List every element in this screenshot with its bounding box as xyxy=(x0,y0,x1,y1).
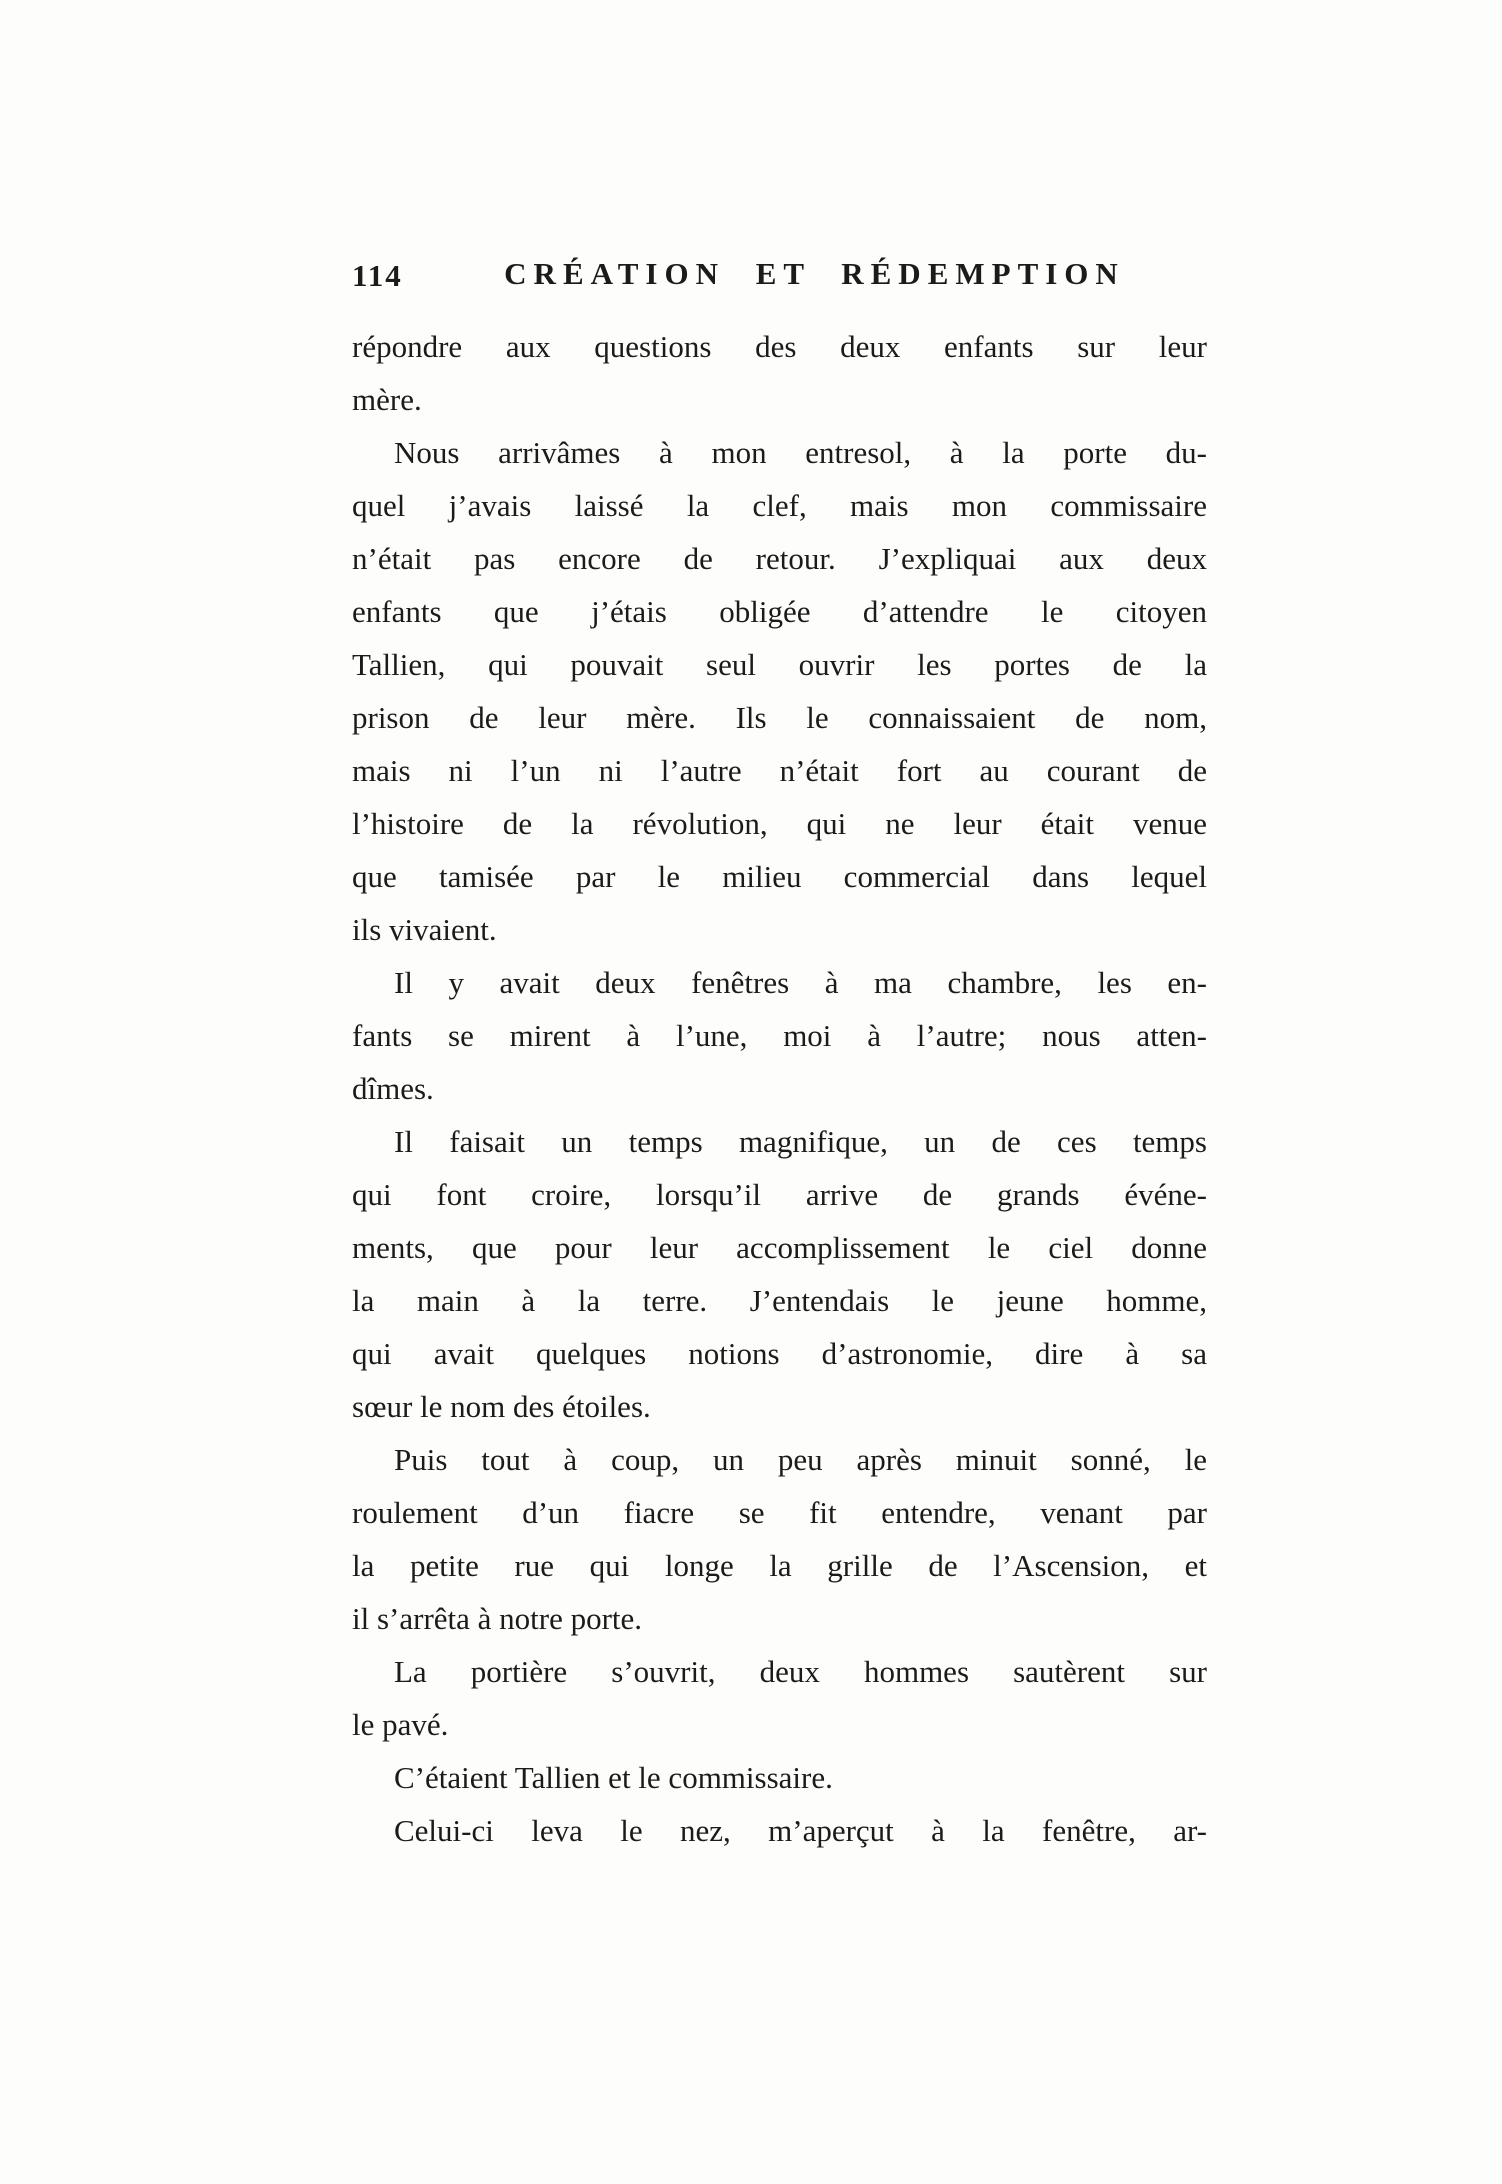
text-line: Il y avait deux fenêtres à ma chambre, les en- xyxy=(394,965,1207,1000)
text-line: la petite rue qui longe la grille de l’Ascension, et xyxy=(352,1548,1207,1583)
text-line: que tamisée par le milieu commercial dans lequel xyxy=(352,859,1207,894)
paragraph xyxy=(352,1433,1207,1645)
text-line: Puis tout à coup, un peu après minuit sonné, le xyxy=(394,1442,1207,1477)
paragraph xyxy=(352,1804,1207,1857)
paragraph xyxy=(352,1115,1207,1433)
text-line: fants se mirent à l’une, moi à l’autre; nous atten- xyxy=(352,1018,1207,1053)
text-line: répondre aux questions des deux enfants sur leur xyxy=(352,329,1207,364)
text-line: Nous arrivâmes à mon entresol, à la porte du- xyxy=(394,435,1207,470)
text-line: prison de leur mère. Ils le connaissaient de nom, xyxy=(352,700,1207,735)
text-block xyxy=(352,320,1207,1857)
text-line: dîmes. xyxy=(352,1071,434,1106)
running-title: CRÉATION ET RÉDEMPTION xyxy=(504,256,1125,291)
paragraph xyxy=(352,1645,1207,1751)
text-line: Celui-ci leva le nez, m’aperçut à la fenêtre, ar- xyxy=(394,1813,1207,1848)
text-line: n’était pas encore de retour. J’expliquai aux deux xyxy=(352,541,1207,576)
text-line: C’étaient Tallien et le commissaire. xyxy=(394,1760,833,1795)
text-line: roulement d’un fiacre se fit entendre, venant par xyxy=(352,1495,1207,1530)
page-header xyxy=(352,252,1207,318)
text-line: ils vivaient. xyxy=(352,912,497,947)
text-line: le pavé. xyxy=(352,1707,449,1742)
paragraph xyxy=(352,956,1207,1115)
text-line: Il faisait un temps magnifique, un de ces temps xyxy=(394,1124,1207,1159)
text-line: mère. xyxy=(352,382,422,417)
page-content xyxy=(352,252,1207,1857)
text-line: il s’arrêta à notre porte. xyxy=(352,1601,643,1636)
text-line: quel j’avais laissé la clef, mais mon commissaire xyxy=(352,488,1207,523)
text-line: qui avait quelques notions d’astronomie, dire à sa xyxy=(352,1336,1207,1371)
page-number: 114 xyxy=(352,258,403,293)
text-line: l’histoire de la révolution, qui ne leur était venue xyxy=(352,806,1207,841)
text-line: La portière s’ouvrit, deux hommes sautèrent sur xyxy=(394,1654,1207,1689)
text-line: la main à la terre. J’entendais le jeune homme, xyxy=(352,1283,1207,1318)
paragraph xyxy=(352,320,1207,426)
paragraph xyxy=(352,426,1207,956)
text-line: sœur le nom des étoiles. xyxy=(352,1389,651,1424)
text-line: enfants que j’étais obligée d’attendre le citoyen xyxy=(352,594,1207,629)
text-line: ments, que pour leur accomplissement le ciel donne xyxy=(352,1230,1207,1265)
paragraph xyxy=(352,1751,1207,1804)
text-line: qui font croire, lorsqu’il arrive de grands événe- xyxy=(352,1177,1207,1212)
text-line: Tallien, qui pouvait seul ouvrir les portes de la xyxy=(352,647,1207,682)
text-line: mais ni l’un ni l’autre n’était fort au courant de xyxy=(352,753,1207,788)
